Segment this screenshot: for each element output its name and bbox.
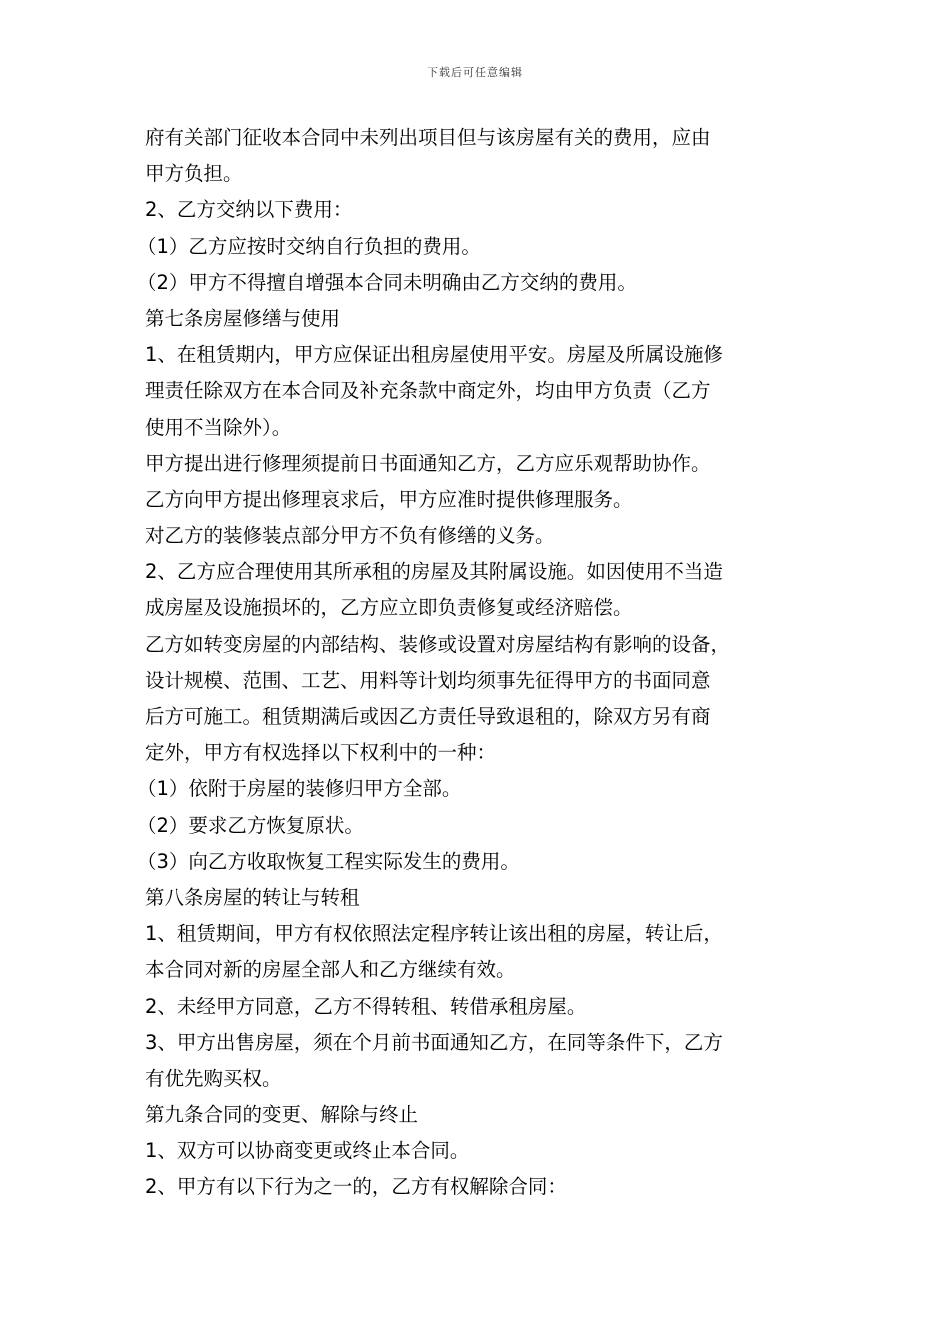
text-line: 2、乙方应合理使用其所承租的房屋及其附属设施。如因使用不当造 <box>145 560 723 584</box>
text-line: 对乙方的装修装点部分甲方不负有修缮的义务。 <box>145 524 555 548</box>
text-line: 2、乙方交纳以下费用： <box>145 198 353 222</box>
page-header: 下载后可任意编辑 <box>427 66 523 79</box>
text-line: 设计规模、范围、工艺、用料等计划均须事先征得甲方的书面同意 <box>145 668 711 692</box>
section-heading: 第七条房屋修缮与使用 <box>145 306 341 330</box>
text-line: 1、租赁期间，甲方有权依照法定程序转让该出租的房屋，转让后， <box>145 922 723 946</box>
text-line: 理责任除双方在本合同及补充条款中商定外，均由甲方负责（乙方 <box>145 379 711 403</box>
text-line: 甲方提出进行修理须提前日书面通知乙方，乙方应乐观帮助协作。 <box>145 451 711 475</box>
text-line: （1）乙方应按时交纳自行负担的费用。 <box>137 234 481 258</box>
text-line: 府有关部门征收本合同中未列出项目但与该房屋有关的费用，应由 <box>145 126 711 149</box>
document-body <box>137 120 825 1206</box>
text-line: 1、双方可以协商变更或终止本合同。 <box>145 1139 470 1163</box>
text-line: 1、在租赁期内，甲方应保证出租房屋使用平安。房屋及所属设施修 <box>145 343 723 367</box>
text-line: 2、甲方有以下行为之一的，乙方有权解除合同： <box>145 1175 567 1199</box>
text-line: 本合同对新的房屋全部人和乙方继续有效。 <box>145 958 516 982</box>
text-line: 有优先购买权。 <box>145 1066 282 1090</box>
text-line: （1）依附于房屋的装修归甲方全部。 <box>137 777 462 801</box>
text-line: 乙方向甲方提出修理哀求后，甲方应准时提供修理服务。 <box>145 487 633 511</box>
text-line: （2）甲方不得擅自增强本合同未明确由乙方交纳的费用。 <box>137 270 637 294</box>
text-line: 2、未经甲方同意，乙方不得转租、转借承租房屋。 <box>145 994 587 1018</box>
section-heading: 第九条合同的变更、解除与终止 <box>145 1103 419 1127</box>
text-line: 定外，甲方有权选择以下权利中的一种： <box>145 741 497 765</box>
text-line: 使用不当除外）。 <box>145 415 292 439</box>
text-line: 甲方负担。 <box>145 162 243 186</box>
text-line: 后方可施工。租赁期满后或因乙方责任导致退租的，除双方另有商 <box>145 705 711 728</box>
text-line: 3、甲方出售房屋，须在个月前书面通知乙方，在同等条件下，乙方 <box>145 1030 723 1054</box>
section-heading: 第八条房屋的转让与转租 <box>145 885 360 909</box>
text-line: （2）要求乙方恢复原状。 <box>137 813 364 837</box>
text-line: 乙方如转变房屋的内部结构、装修或设置对房屋结构有影响的设备， <box>145 632 731 656</box>
text-line: 成房屋及设施损坏的，乙方应立即负责修复或经济赔偿。 <box>145 596 633 620</box>
text-line: （3）向乙方收取恢复工程实际发生的费用。 <box>137 849 520 873</box>
